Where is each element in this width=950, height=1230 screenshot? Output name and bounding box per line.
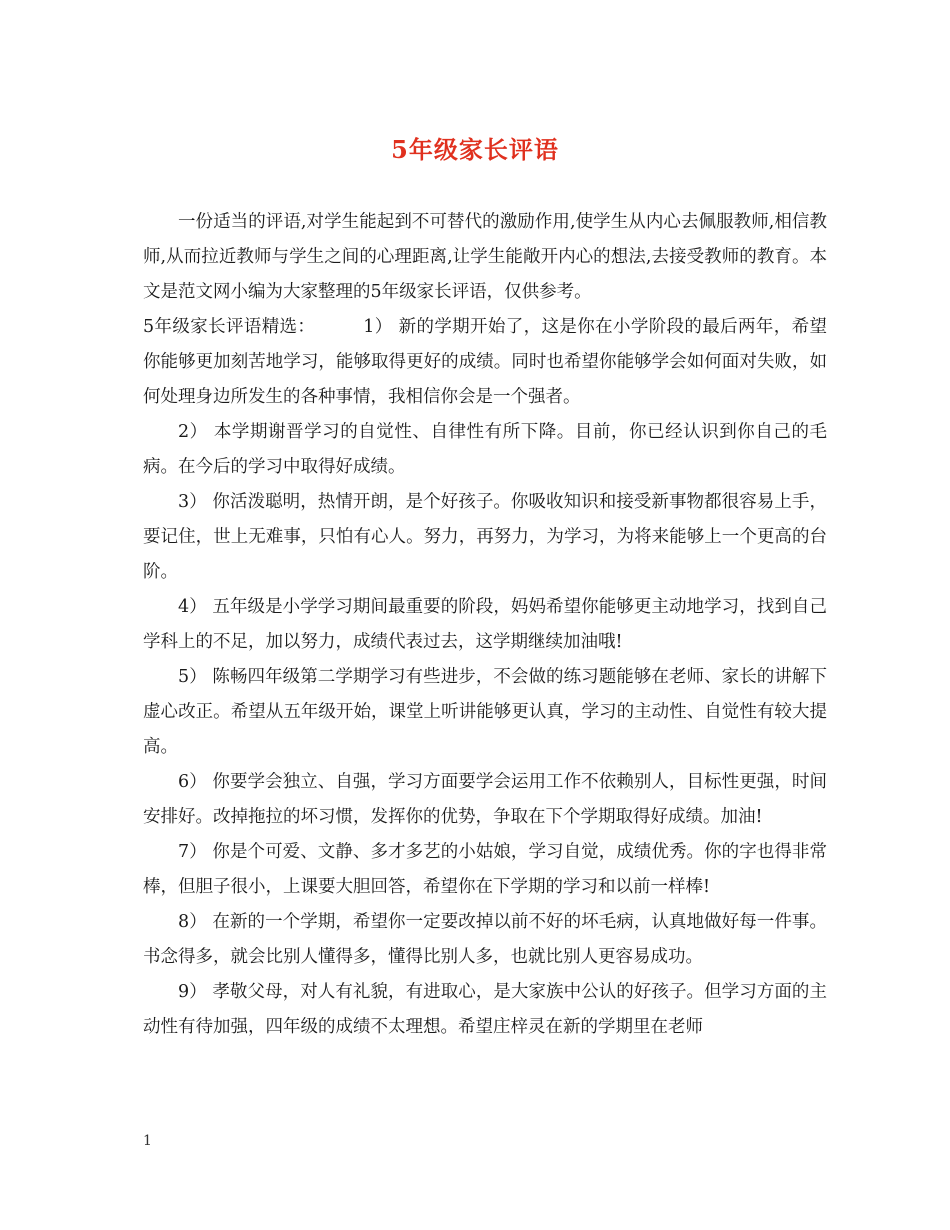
comment-2: 2） 本学期谢晋学习的自觉性、自律性有所下降。目前，你已经认识到你自己的毛病。在今后的学习中取得好成绩。: [143, 422, 827, 477]
section-label: 5年级家长评语精选：: [143, 317, 316, 337]
document-body: [143, 205, 827, 1045]
comment-1: 1） 新的学期开始了，这是你在小学阶段的最后两年，希望你能够更加刻苦地学习，能够取得更好的成绩。同时也希望你能够学会如何面对失败，如何处理身边所发生的各种事情，我相信你会是一个强者。: [143, 317, 827, 407]
comment-6: 6） 你要学会独立、自强，学习方面要学会运用工作不依赖别人，目标性更强，时间安排好。改掉拖拉的坏习惯，发挥你的优势，争取在下个学期取得好成绩。加油!: [143, 772, 827, 827]
first-comment-paragraph: [143, 310, 827, 415]
comment-4: 4） 五年级是小学学习期间最重要的阶段，妈妈希望你能够更主动地学习，找到自己学科上的不足，加以努力，成绩代表过去，这学期继续加油哦!: [143, 597, 827, 652]
comment-3: 3） 你活泼聪明，热情开朗，是个好孩子。你吸收知识和接受新事物都很容易上手，要记住，世上无难事，只怕有心人。努力，再努力，为学习，为将来能够上一个更高的台阶。: [143, 492, 827, 582]
comment-5: 5） 陈畅四年级第二学期学习有些进步，不会做的练习题能够在老师、家长的讲解下虚心改正。希望从五年级开始，课堂上听讲能够更认真，学习的主动性、自觉性有较大提高。: [143, 667, 827, 757]
comment-7: 7） 你是个可爱、文静、多才多艺的小姑娘，学习自觉，成绩优秀。你的字也得非常棒，但胆子很小，上课要大胆回答，希望你在下学期的学习和以前一样棒!: [143, 842, 827, 897]
intro-paragraph: 一份适当的评语,对学生能起到不可替代的激励作用,使学生从内心去佩服教师,相信教师,从而拉近教师与学生之间的心理距离,让学生能敞开内心的想法,去接受教师的教育。本文是范文网小编为大家整理的5年级家长评语，仅供参考。: [143, 212, 827, 302]
document-title: 5年级家长评语: [391, 135, 559, 164]
comment-8: 8） 在新的一个学期，希望你一定要改掉以前不好的坏毛病，认真地做好每一件事。书念得多，就会比别人懂得多，懂得比别人多，也就比别人更容易成功。: [143, 912, 827, 967]
comment-9: 9） 孝敬父母，对人有礼貌，有进取心，是大家族中公认的好孩子。但学习方面的主动性有待加强，四年级的成绩不太理想。希望庄梓灵在新的学期里在老师: [143, 982, 827, 1037]
page-number: 1: [143, 1133, 152, 1149]
